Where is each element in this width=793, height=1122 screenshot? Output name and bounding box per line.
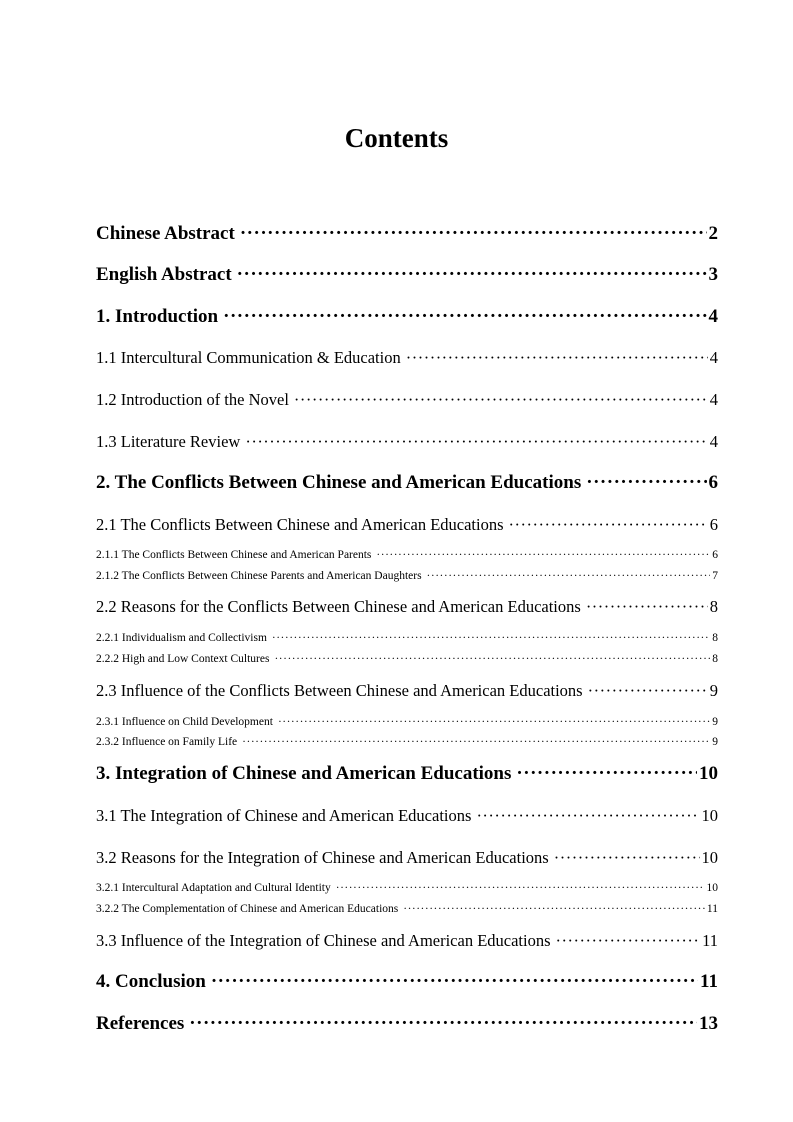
toc-page-number: 4 <box>709 390 718 409</box>
dot-leader <box>245 431 707 453</box>
toc-entry-label: 2.3 Influence of the Conflicts Between Chinese and American Educations <box>96 681 583 700</box>
toc-entry-label: 2. The Conflicts Between Chinese and American Educations <box>96 472 582 493</box>
toc-page-number: 4 <box>708 306 718 327</box>
toc-entry-introduction[interactable] <box>96 305 718 329</box>
toc-entry-label: 2.2.1 Individualism and Collectivism <box>96 632 267 644</box>
toc-page-number: 13 <box>699 1013 718 1034</box>
toc-entry-2-3[interactable] <box>96 680 718 702</box>
toc-entry-label: 2.2 Reasons for the Conflicts Between Chinese and American Educations <box>96 597 581 616</box>
dot-leader <box>476 805 699 827</box>
dot-leader <box>554 847 700 869</box>
toc-entry-3-2-2[interactable] <box>96 901 718 917</box>
dot-leader <box>586 471 706 495</box>
toc-entry-chapter-3[interactable] <box>96 762 718 786</box>
toc-entry-label: English Abstract <box>96 264 232 285</box>
dot-leader <box>272 630 710 646</box>
toc-entry-chapter-2[interactable] <box>96 471 718 495</box>
toc-entry-2-2-2[interactable] <box>96 651 718 667</box>
toc-entry-label: 3.1 The Integration of Chinese and American Educations <box>96 806 472 825</box>
toc-page-number: 10 <box>701 848 718 867</box>
toc-entry-3-2[interactable] <box>96 847 718 869</box>
toc-entry-label: References <box>96 1013 185 1034</box>
dot-leader <box>211 970 698 994</box>
toc-entry-label: 1.1 Intercultural Communication & Education <box>96 348 401 367</box>
dot-leader <box>516 762 697 786</box>
toc-entry-2-1-1[interactable] <box>96 547 718 563</box>
toc-entry-2-3-2[interactable] <box>96 734 718 750</box>
toc-page-number: 11 <box>706 903 718 915</box>
toc-entry-references[interactable] <box>96 1012 718 1036</box>
page-title: Contents <box>344 123 449 153</box>
toc-page-number: 10 <box>699 763 718 784</box>
toc-page-number: 8 <box>709 597 718 616</box>
toc-page-number: 6 <box>709 515 718 534</box>
toc-entry-label: 2.1.1 The Conflicts Between Chinese and American Parents <box>96 549 372 561</box>
dot-leader <box>403 901 705 917</box>
dot-leader <box>242 734 710 750</box>
dot-leader <box>294 389 708 411</box>
toc-entry-label: 1. Introduction <box>96 306 219 327</box>
dot-leader <box>376 547 710 563</box>
dot-leader <box>556 930 701 952</box>
toc-page-number: 3 <box>708 264 718 285</box>
dot-leader <box>223 305 706 329</box>
dot-leader <box>509 514 708 536</box>
toc-page-number: 10 <box>706 882 718 894</box>
toc-page-number: 11 <box>700 971 718 992</box>
toc-page-number: 8 <box>712 632 718 644</box>
toc-entry-label: 2.3.1 Influence on Child Development <box>96 716 273 728</box>
toc-entry-conclusion[interactable] <box>96 970 718 994</box>
toc-entry-label: 3.2.2 The Complementation of Chinese and American Educations <box>96 903 399 915</box>
dot-leader <box>278 714 710 730</box>
toc-page-number: 6 <box>708 472 718 493</box>
toc-page-number: 6 <box>712 549 718 561</box>
dot-leader <box>237 263 707 287</box>
toc-page-number: 9 <box>712 716 718 728</box>
toc-entry-2-2[interactable] <box>96 596 718 618</box>
toc-entry-2-1[interactable] <box>96 514 718 536</box>
toc-entry-1-2[interactable] <box>96 389 718 411</box>
dot-leader <box>336 880 705 896</box>
toc-page-number: 4 <box>709 432 718 451</box>
toc-entry-label: 1.2 Introduction of the Novel <box>96 390 289 409</box>
toc-entry-label: 4. Conclusion <box>96 971 206 992</box>
toc-page-number: 11 <box>702 931 718 950</box>
toc-entry-3-2-1[interactable] <box>96 880 718 896</box>
dot-leader <box>189 1012 697 1036</box>
toc-entry-3-1[interactable] <box>96 805 718 827</box>
toc-page-number: 7 <box>712 570 718 582</box>
toc-entry-2-3-1[interactable] <box>96 714 718 730</box>
dot-leader <box>588 680 708 702</box>
toc-page-number: 2 <box>708 223 718 244</box>
toc-entry-label: 2.2.2 High and Low Context Cultures <box>96 653 270 665</box>
dot-leader <box>274 651 710 667</box>
toc-page-number: 9 <box>709 681 718 700</box>
toc-page-number: 8 <box>712 653 718 665</box>
toc-entry-english-abstract[interactable] <box>96 263 718 287</box>
toc-entry-1-1[interactable] <box>96 347 718 369</box>
toc-entry-label: 1.3 Literature Review <box>96 432 241 451</box>
toc-entry-label: Chinese Abstract <box>96 223 235 244</box>
toc-entry-label: 2.1 The Conflicts Between Chinese and American Educations <box>96 515 504 534</box>
toc-page-number: 10 <box>701 806 718 825</box>
toc-entry-label: 3. Integration of Chinese and American Educations <box>96 763 512 784</box>
toc-entry-2-1-2[interactable] <box>96 568 718 584</box>
toc-entry-label: 3.3 Influence of the Integration of Chinese and American Educations <box>96 931 551 950</box>
toc-entry-chinese-abstract[interactable] <box>96 222 718 246</box>
dot-leader <box>240 222 707 246</box>
dot-leader <box>586 596 708 618</box>
dot-leader <box>406 347 708 369</box>
toc-page-number: 9 <box>712 736 718 748</box>
toc-entry-2-2-1[interactable] <box>96 630 718 646</box>
dot-leader <box>427 568 711 584</box>
toc-entry-1-3[interactable] <box>96 431 718 453</box>
toc-page-number: 4 <box>709 348 718 367</box>
toc-entry-label: 3.2 Reasons for the Integration of Chinese and American Educations <box>96 848 549 867</box>
toc-entry-label: 3.2.1 Intercultural Adaptation and Cultural Identity <box>96 882 331 894</box>
toc-entry-3-3[interactable] <box>96 930 718 952</box>
toc-entry-label: 2.3.2 Influence on Family Life <box>96 736 238 748</box>
toc-entry-label: 2.1.2 The Conflicts Between Chinese Parents and American Daughters <box>96 570 422 582</box>
